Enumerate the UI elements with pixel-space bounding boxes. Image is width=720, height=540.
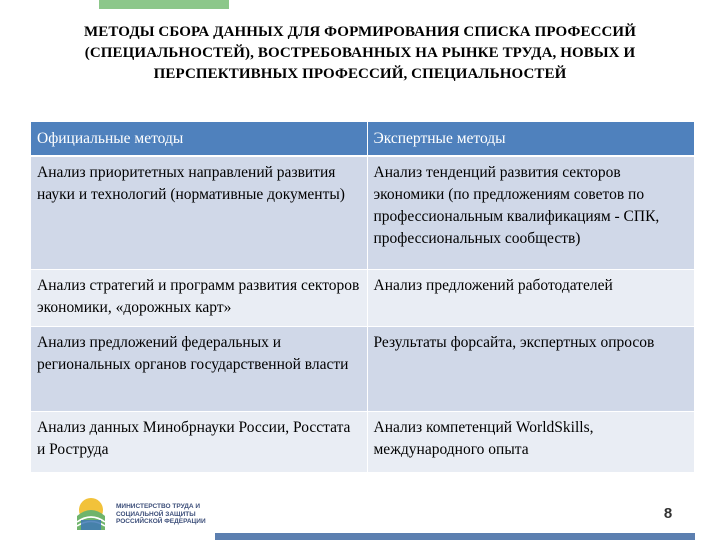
footer-bar: [215, 533, 695, 540]
table-row: [31, 156, 694, 270]
table-row: [31, 270, 694, 327]
ministry-logo-icon: [75, 496, 107, 530]
slide-title: МЕТОДЫ СБОРА ДАННЫХ ДЛЯ ФОРМИРОВАНИЯ СПИСКА ПРОФЕССИЙ (СПЕЦИАЛЬНОСТЕЙ), ВОСТРЕБОВАННЫХ НА РЫНКЕ ТРУДА, НОВЫХ И ПЕРСПЕКТИВНЫХ ПРОФЕССИЙ, СПЕЦИАЛЬНОСТЕЙ: [84, 24, 636, 82]
table-cell: Анализ тенденций развития секторов экономики (по предложениям советов по профессиональным квалификациям - СПК, профессиональных сообществ): [367, 156, 694, 270]
ministry-logo-text: МИНИСТЕРСТВО ТРУДА И СОЦИАЛЬНОЙ ЗАЩИТЫ РОССИЙСКОЙ ФЕДЕРАЦИИ: [116, 503, 206, 525]
top-accent-bar: [99, 0, 229, 9]
page-number: 8: [663, 505, 673, 522]
table-cell: Анализ предложений работодателей: [367, 270, 694, 327]
table-cell: Анализ приоритетных направлений развития науки и технологий (нормативные документы): [31, 156, 367, 270]
table-row: [31, 412, 694, 473]
table-cell: Анализ предложений федеральных и региональных органов государственной власти: [31, 327, 367, 412]
table-header-row: [31, 122, 694, 156]
header-official-methods: Официальные методы: [31, 122, 367, 156]
table-cell: Анализ данных Минобрнауки России, Росстата и Роструда: [31, 412, 367, 473]
header-expert-methods: Экспертные методы: [367, 122, 694, 156]
table-cell: Анализ компетенций WorldSkills, международного опыта: [367, 412, 694, 473]
methods-table: [31, 122, 694, 473]
table-row: [31, 327, 694, 412]
table-cell: Результаты форсайта, экспертных опросов: [367, 327, 694, 412]
table-cell: Анализ стратегий и программ развития секторов экономики, «дорожных карт»: [31, 270, 367, 327]
